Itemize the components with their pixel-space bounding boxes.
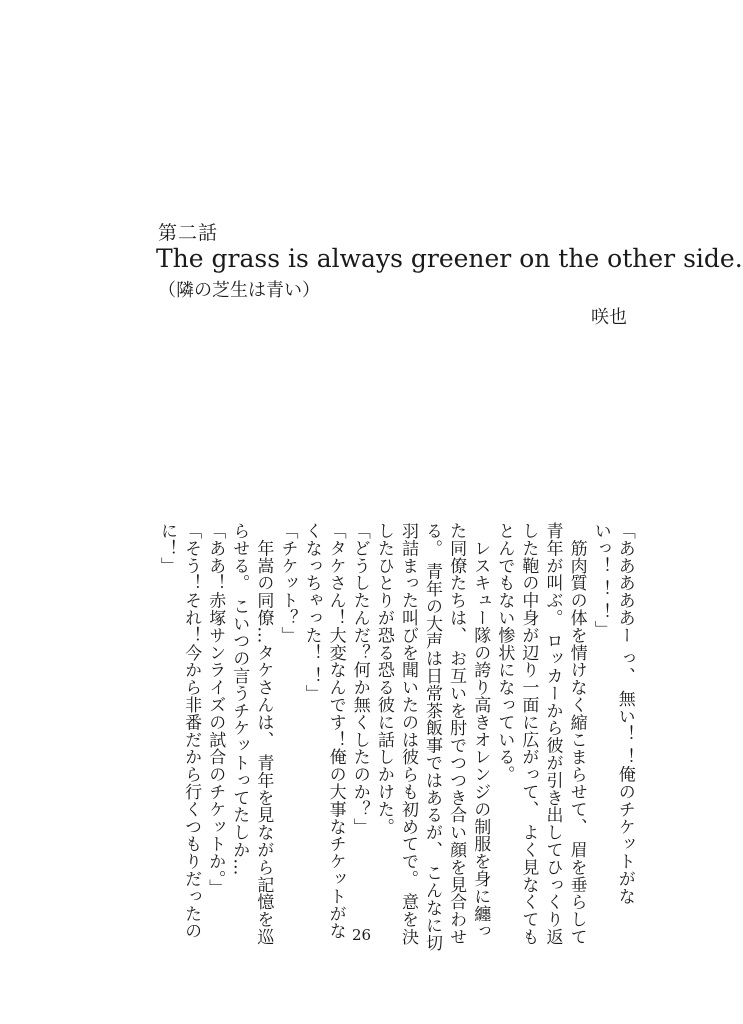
text-column: 青年が叫ぶ。 ロッカーから彼が引き出してひっくり返 [542, 522, 563, 946]
chapter-label: 第二話 [158, 222, 219, 244]
text-column: 「そう！それ！今から非番だから行くつもりだったの [181, 522, 202, 940]
text-column: したひとりが恐る恐る彼に話しかけた。 [373, 522, 394, 836]
page-number: 26 [351, 926, 372, 944]
text-column: くなっちゃった！ ！」 [301, 522, 322, 702]
text-column: 「あああああー っ、 無い！ ！俺のチケットがな [614, 522, 635, 905]
text-column: した鞄の中身が辺り一面に広がって、 よく見なくても [518, 522, 539, 946]
text-column: る。 青年の大声は日常茶飯事ではあるが、 こんなに切 [422, 522, 443, 952]
chapter-subtitle-japanese: （隣の芝生は青い） [158, 280, 320, 301]
chapter-title-english: The grass is always greener on the other side. [156, 244, 743, 273]
text-column: に！」 [157, 522, 177, 575]
text-column: 年嵩の同僚…タケさんは、 青年を見ながら記憶を巡 [253, 522, 274, 946]
text-column: 「タケさん！大変なんです！俺の大事なチケットがな [325, 522, 346, 940]
text-column: らせる。 こいつの言うチケットってたしか… [229, 522, 250, 876]
text-column: 筋肉質の体を情けなく縮こまらせて、 眉を垂らして [566, 522, 587, 946]
text-column: 「ああ！赤塚サンライズの試合のチケットか。」 [205, 522, 226, 897]
text-column: た同僚たちは、 お互いを肘でつつき合い顔を見合わせ [446, 522, 467, 946]
text-column: 羽詰まった叫びを聞いたのは彼らも初めてで。 意を決 [397, 522, 418, 946]
text-column: いっ！ ！ ！」 [590, 522, 611, 639]
text-column: レスキュー隊の誇り高きオレンジの制服を身に纏っ [470, 522, 491, 940]
text-column: 「どうしたんだ？何か無くしたのか？」 [349, 522, 370, 836]
text-column: とんでもない惨状になっている。 [494, 522, 515, 783]
author-name: 咲也 [591, 307, 627, 328]
text-column: 「チケット？」 [277, 522, 298, 644]
